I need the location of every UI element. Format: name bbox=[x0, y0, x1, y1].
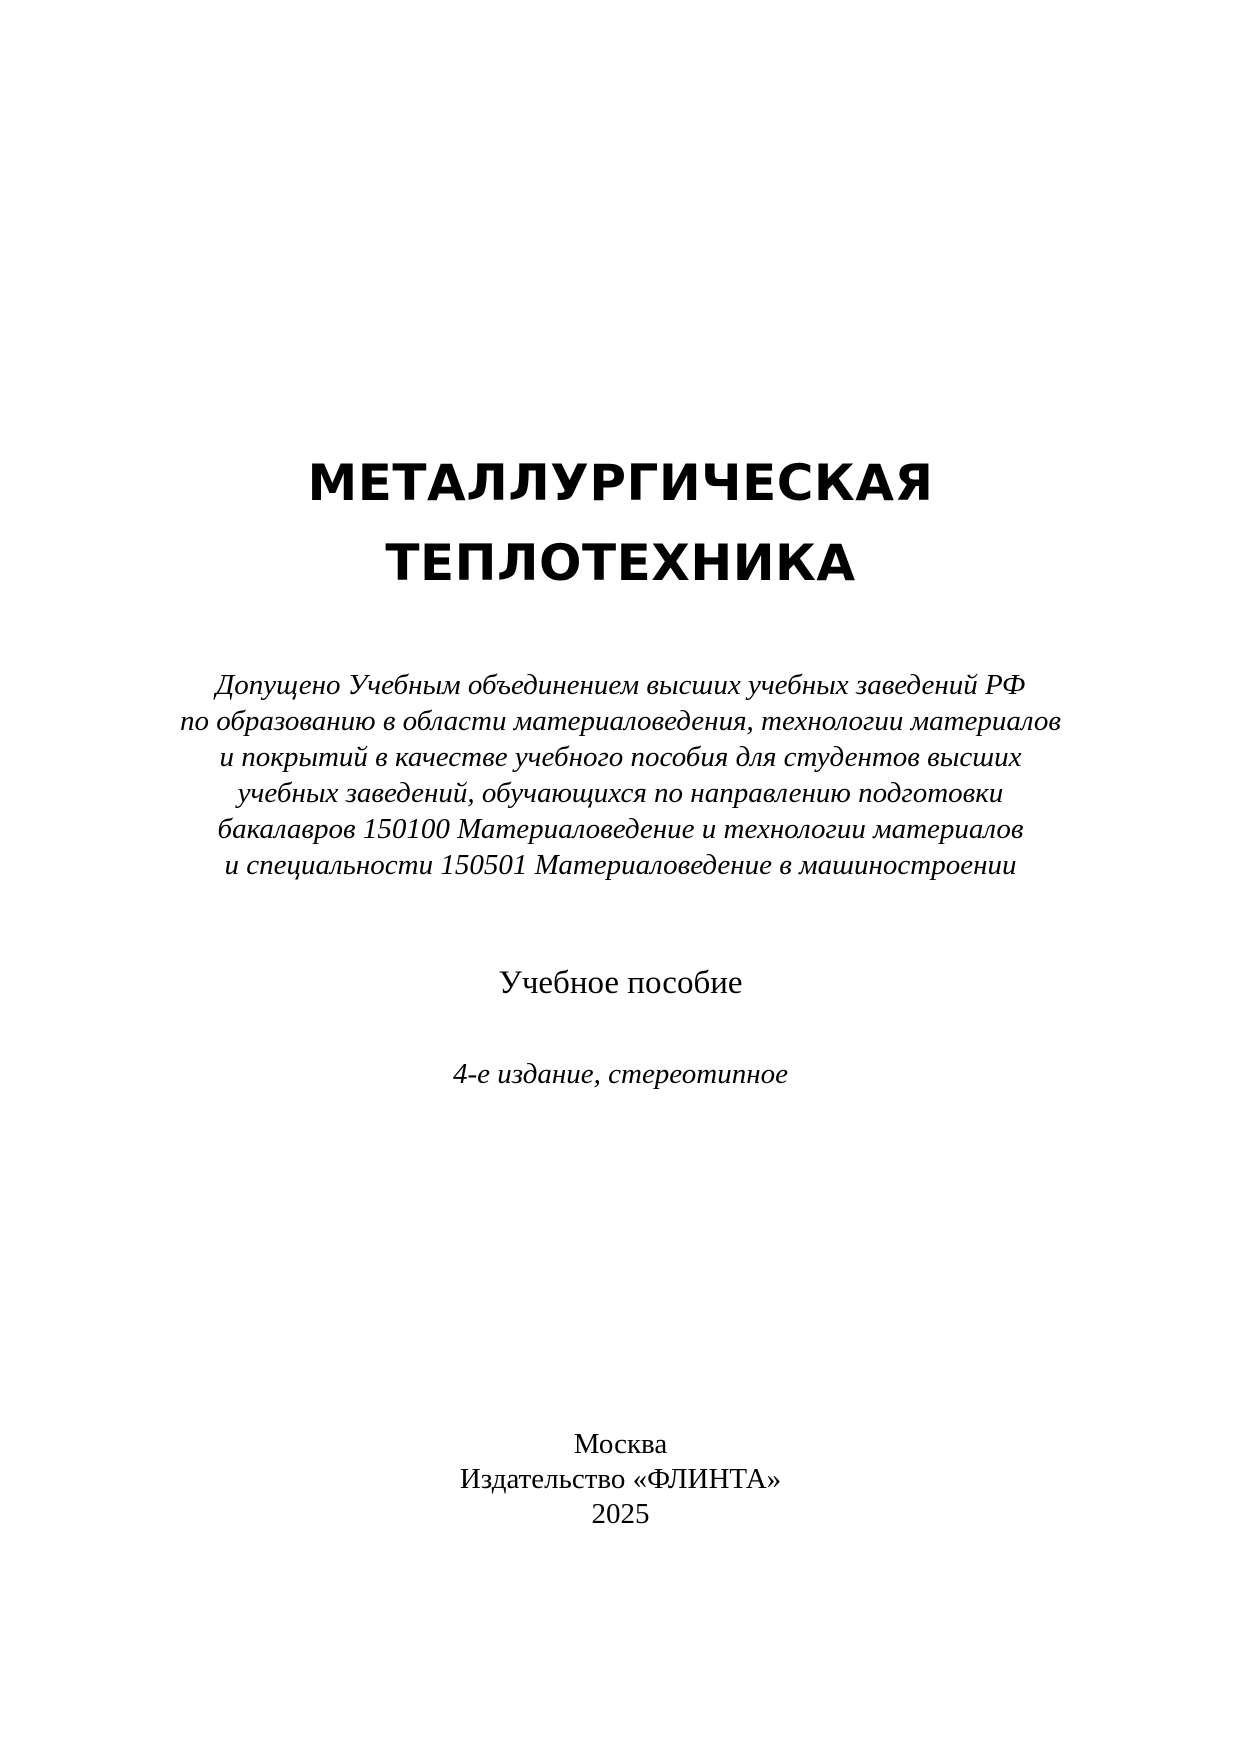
approval-line: бакалавров 150100 Материаловедение и технологии материалов bbox=[217, 813, 1024, 845]
approval-line: и покрытий в качестве учебного пособия для студентов высших bbox=[219, 741, 1022, 773]
book-title bbox=[0, 443, 1241, 603]
imprint-year: 2025 bbox=[591, 1498, 650, 1530]
approval-line: по образованию в области материаловедения, технологии материалов bbox=[179, 705, 1061, 737]
book-type: Учебное пособие bbox=[498, 965, 743, 1001]
approval-statement bbox=[0, 667, 1241, 883]
approval-line: и специальности 150501 Материаловедение в машиностроении bbox=[224, 849, 1017, 881]
edition-info: 4-е издание, стереотипное bbox=[452, 1058, 788, 1090]
book-title-line-2: ТЕПЛОТЕХНИКА bbox=[385, 534, 856, 592]
imprint bbox=[0, 1427, 1241, 1532]
imprint-city: Москва bbox=[573, 1428, 668, 1460]
approval-line: учебных заведений, обучающихся по направлению подготовки bbox=[237, 777, 1004, 809]
approval-line: Допущено Учебным объединением высших учебных заведений РФ bbox=[215, 669, 1026, 701]
imprint-publisher: Издательство «ФЛИНТА» bbox=[459, 1463, 782, 1495]
book-title-line-1: МЕТАЛЛУРГИЧЕСКАЯ bbox=[307, 454, 934, 512]
